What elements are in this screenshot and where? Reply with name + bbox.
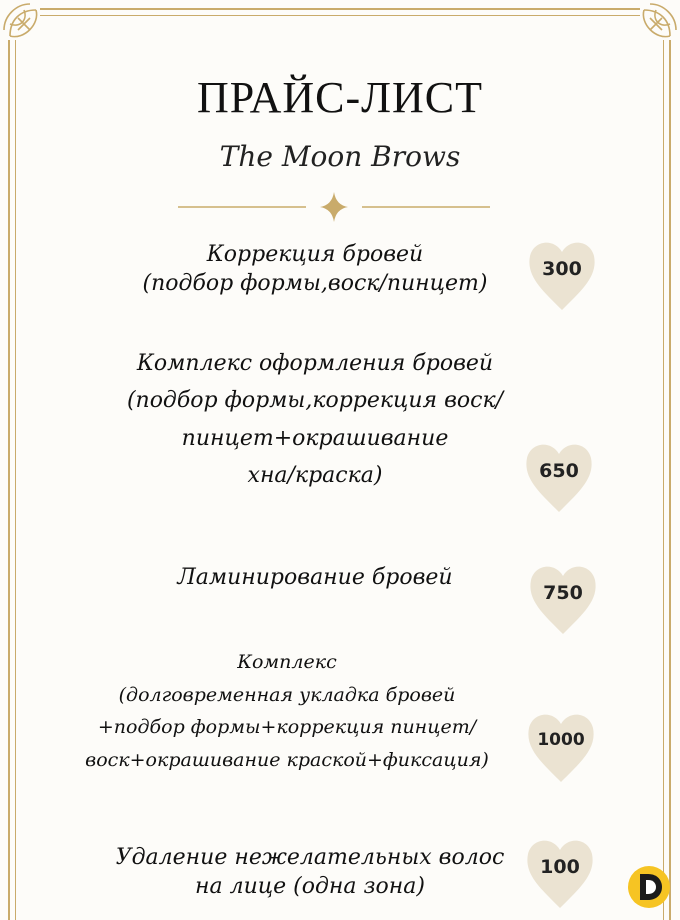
service-line: Удаление нежелательных волос [115, 845, 505, 870]
logo-icon [626, 864, 672, 910]
price-value: 650 [539, 460, 579, 482]
star-icon [320, 192, 348, 222]
service-line: Коррекция бровей [206, 242, 424, 267]
service-brow-complex [100, 345, 530, 495]
brand-subtitle: The Moon Brows [219, 140, 461, 173]
price-value: 100 [540, 856, 580, 878]
service-line: +подбор формы+коррекция пинцет/ [97, 716, 477, 739]
price-badge [519, 436, 599, 516]
service-line: Комплекс [237, 651, 337, 673]
frame-top-outer [40, 8, 640, 10]
price-badge [521, 706, 601, 786]
service-line: на лице (одна зона) [195, 874, 425, 900]
price-value: 1000 [537, 730, 585, 750]
price-badge [522, 234, 602, 314]
corner-ornament-icon [0, 0, 64, 64]
service-line: (долговременная укладка бровей [118, 683, 456, 706]
price-value: 300 [542, 258, 582, 280]
price-value: 750 [543, 582, 583, 604]
service-line: воск+окрашивание краской+фиксация) [85, 749, 489, 772]
price-badge [520, 832, 600, 912]
service-brow-correction [100, 240, 530, 298]
divider [178, 192, 490, 222]
service-long-term-styling [52, 646, 522, 777]
service-line: Комплекс оформления бровей [136, 351, 494, 376]
frame-top-inner [40, 15, 640, 16]
service-line: пинцет+окрашивание [181, 425, 449, 451]
service-line: Ламинирование бровей [177, 565, 453, 590]
service-lamination [100, 563, 530, 592]
service-facial-hair-removal [90, 843, 530, 901]
price-badge [523, 558, 603, 638]
service-line: хна/краска) [247, 463, 383, 489]
page-title: ПРАЙС-ЛИСТ [196, 73, 483, 122]
corner-ornament-icon [616, 0, 680, 64]
service-line: (подбор формы,коррекция воск/ [126, 388, 504, 414]
service-line: (подбор формы,воск/пинцет) [142, 271, 488, 297]
